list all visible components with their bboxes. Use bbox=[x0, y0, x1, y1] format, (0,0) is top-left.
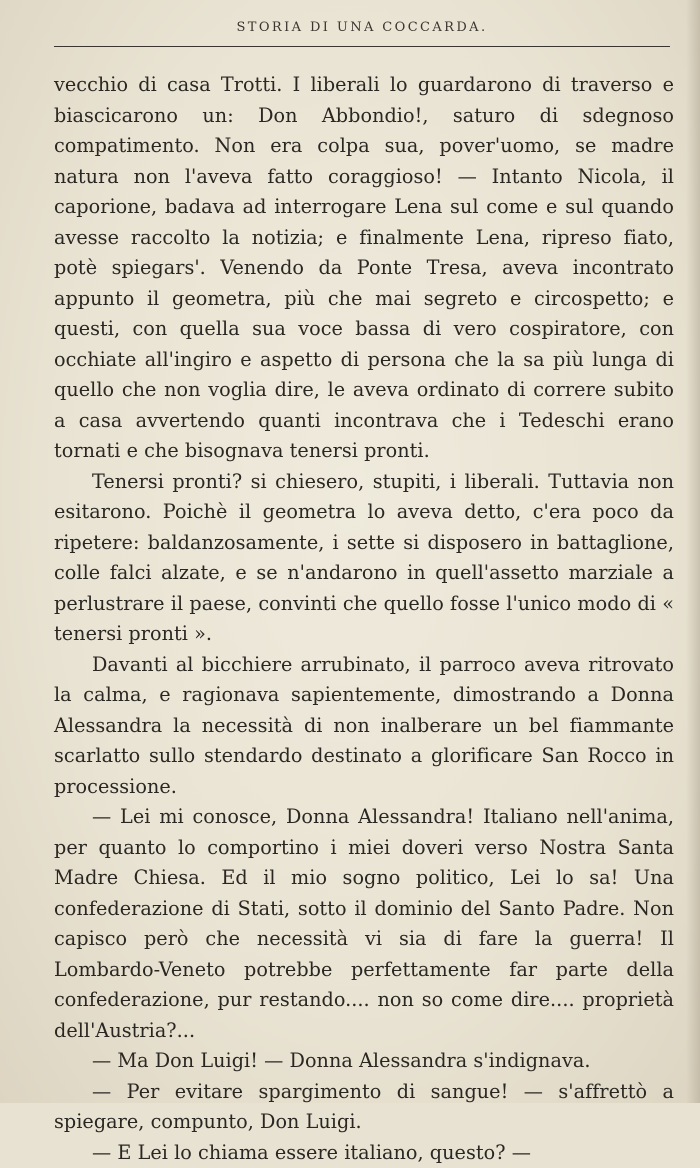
paragraph: — E Lei lo chiama essere italiano, questo? — bbox=[54, 1138, 674, 1168]
paragraph: — Ma Don Luigi! — Donna Alessandra s'indignava. bbox=[54, 1046, 674, 1077]
paragraph: Davanti al bicchiere arrubinato, il parroco aveva ritrovato la calma, e ragionava sapientemente, dimostrando a Donna Alessandra la necessità di non inalberare un bel fiammante scarlatto sullo stendardo destinato a glorificare San Rocco in processione. bbox=[54, 650, 674, 803]
body-text bbox=[54, 70, 674, 1168]
running-header: STORIA DI UNA COCCARDA. bbox=[54, 20, 670, 35]
paragraph: — Lei mi conosce, Donna Alessandra! Italiano nell'anima, per quanto lo comportino i miei doveri verso Nostra Santa Madre Chiesa. Ed il mio sogno politico, Lei lo sa! Una confederazione di Stati, sotto il dominio del Santo Padre. Non capisco però che necessità vi sia di fare la guerra! Il Lombardo-Veneto potrebbe perfettamente far parte della confederazione, pur restando.... non so come dire.... proprietà dell'Austria?... bbox=[54, 802, 674, 1046]
scan-shadow-edge bbox=[686, 0, 700, 1103]
paragraph: — Per evitare spargimento di sangue! — s'affrettò a spiegare, compunto, Don Luigi. bbox=[54, 1077, 674, 1138]
paragraph: Tenersi pronti? si chiesero, stupiti, i liberali. Tuttavia non esitarono. Poichè il geometra lo aveva detto, c'era poco da ripetere: baldanzosamente, i sette si disposero in battaglione, colle falci alzate, e se n'andarono in quell'assetto marziale a perlustrare il paese, convinti che quello fosse l'unico modo di « tenersi pronti ». bbox=[54, 467, 674, 650]
paragraph: vecchio di casa Trotti. I liberali lo guardarono di traverso e biascicarono un: Don Abbondio!, saturo di sdegnoso compatimento. Non era colpa sua, pover'uomo, se madre natura non l'aveva fatto coraggioso! — Intanto Nicola, il caporione, badava ad interrogare Lena sul come e sul quando avesse raccolto la notizia; e finalmente Lena, ripreso fiato, potè spiegars'. Venendo da Ponte Tresa, aveva incontrato appunto il geometra, più che mai segreto e circospetto; e questi, con quella sua voce bassa di vero cospiratore, con occhiate all'ingiro e aspetto di persona che la sa più lunga di quello che non voglia dire, le aveva ordinato di correre subito a casa avvertendo quanti incontrava che i Tedeschi erano tornati e che bisognava tenersi pronti. bbox=[54, 70, 674, 467]
header-rule bbox=[54, 46, 670, 47]
